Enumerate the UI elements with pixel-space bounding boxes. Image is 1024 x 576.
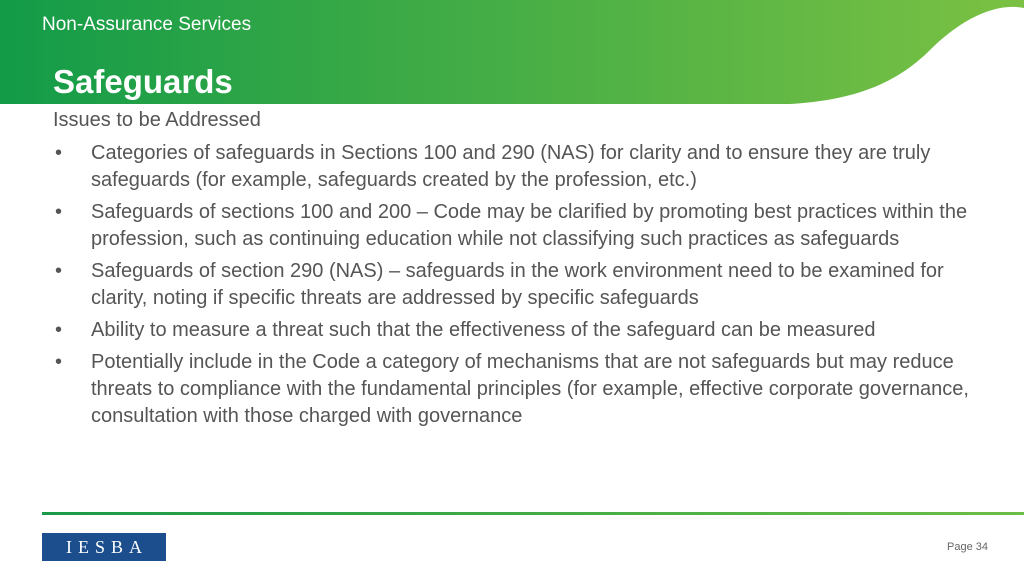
bullet-text: Categories of safeguards in Sections 100 and 290 (NAS) for clarity and to ensure they are truly safeguards (for example, safeguards created by the profession, etc.) xyxy=(91,142,931,191)
bullet-text: Ability to measure a threat such that the effectiveness of the safeguard can be measured xyxy=(91,319,876,341)
page-number: Page 34 xyxy=(947,541,988,553)
iesba-logo: IESBA xyxy=(42,533,166,561)
section-subtitle: Non-Assurance Services xyxy=(42,14,252,35)
bullet-text: Safeguards of sections 100 and 200 – Code may be clarified by promoting best practices within the profession, such as continuing education while not classifying such practices as safeguards xyxy=(91,201,968,250)
slide-content xyxy=(53,107,983,435)
bullet-icon: • xyxy=(55,319,63,341)
slide-title: Safeguards xyxy=(53,63,233,100)
list-item xyxy=(53,317,983,344)
list-item xyxy=(53,349,983,430)
bullet-icon: • xyxy=(55,260,63,282)
bullet-icon: • xyxy=(55,142,63,164)
list-item xyxy=(53,258,983,312)
bullet-text: Potentially include in the Code a category of mechanisms that are not safeguards but may reduce threats to compliance with the fundamental principles (for example, effective corporate governance, consultation with those charged with governance xyxy=(91,351,969,427)
list-item xyxy=(53,199,983,253)
intro-heading: Issues to be Addressed xyxy=(53,109,261,131)
bullet-text: Safeguards of section 290 (NAS) – safeguards in the work environment need to be examined for clarity, noting if specific threats are addressed by specific safeguards xyxy=(91,260,944,309)
list-item xyxy=(53,140,983,194)
bullet-list xyxy=(53,140,983,430)
footer-divider xyxy=(42,512,1024,515)
bullet-icon: • xyxy=(55,201,63,223)
bullet-icon: • xyxy=(55,351,63,373)
header-banner xyxy=(0,0,1024,104)
